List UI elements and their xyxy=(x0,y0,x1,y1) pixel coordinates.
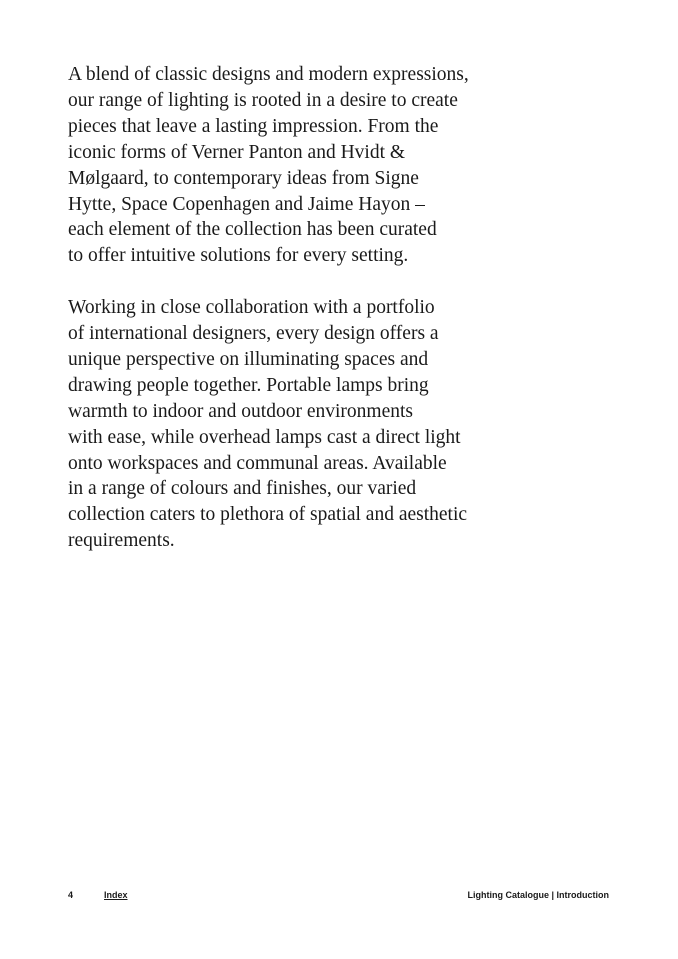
introduction-text xyxy=(68,62,488,554)
page-number: 4 xyxy=(68,890,74,900)
intro-paragraph-1: A blend of classic designs and modern expressions, our range of lighting is rooted in a desire to create pieces that leave a lasting impression. From the iconic forms of Verner Panton and Hvidt & Mølgaard, to contemporary ideas from Signe Hytte, Space Copenhagen and Jaime Hayon – each element of the collection has been curated to offer intuitive solutions for every setting. xyxy=(68,64,469,267)
page-footer xyxy=(0,890,678,906)
index-link[interactable]: Index xyxy=(104,890,128,900)
running-title: Lighting Catalogue | Introduction xyxy=(467,890,609,900)
intro-paragraph-2: Working in close collaboration with a portfolio of international designers, every design offers a unique perspective on illuminating spaces and drawing people together. Portable lamps bring warmth to indoor and outdoor environments with ease, while overhead lamps cast a direct light onto workspaces and communal areas. Available in a range of colours and finishes, our varied collection caters to plethora of spatial and aesthetic requirements. xyxy=(68,297,468,552)
